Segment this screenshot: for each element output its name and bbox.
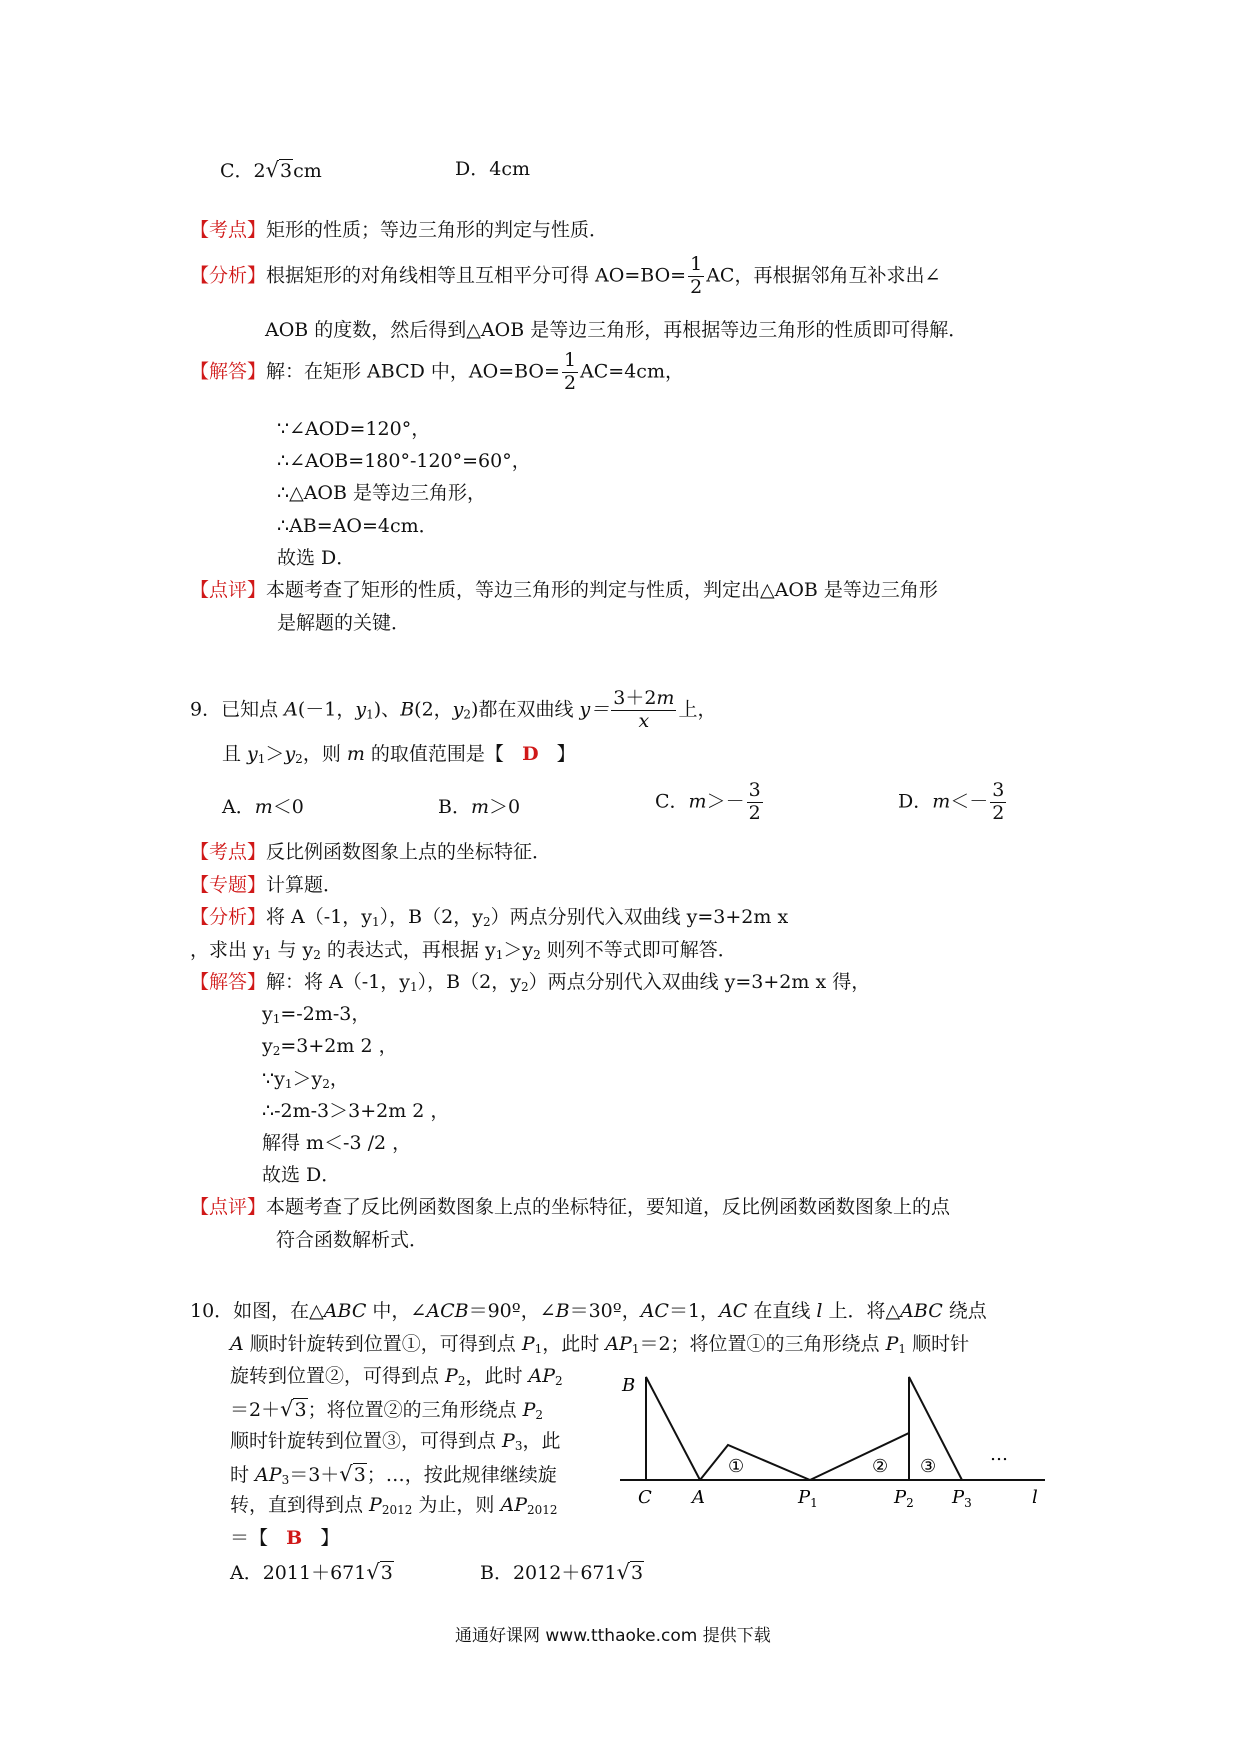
q9-step-6: 故选 D． [262,1164,341,1186]
q9-dianping-line2: 符合函数解析式． [276,1229,429,1251]
label-position-3: ③ [920,1456,937,1477]
q10-stem-line3: 旋转到位置②，可得到点 $P_2$，此时 $AP_2$ [230,1365,563,1388]
q10-answer: B [286,1527,303,1549]
label-p2: $P_2$ [894,1487,914,1510]
triangle-abc [646,1377,700,1480]
q10-stem-line7: 转，直到得到点 $P_{2012}$ 为止，则 $AP_{2012}$ [230,1494,558,1517]
q8-fenxi-line2: AOB 的度数，然后得到△AOB 是等边三角形，再根据等边三角形的性质即可得解． [265,319,968,341]
q10-stem-line6: 时 $AP_3=3+√3$；…，按此规律继续旋 [230,1462,557,1487]
q9-answer: D [522,743,539,765]
q10-stem-line1: 10．如图，在△ABC 中，∠ACB＝90º，∠B＝30º，AC＝1，AC 在直线 l 上．将△ABC 绕点 [190,1300,987,1322]
q9-zhuanti: 【专题】计算题． [190,874,343,896]
q8-step-2: ∴∠AOB=180°-120°=60°， [277,450,531,472]
q9-fenxi-line2: ，求出 $y_1$ 与 $y_2$ 的表达式，再根据 $y_1>y_2$ 则列不等式即可解答． [190,939,737,962]
fraction-hyperbola: $\frac{3+2m}{x}$ [613,687,675,732]
label-c: C [638,1487,652,1508]
fraction-half: $\frac{1}{2}$ [563,349,577,394]
label-a: A [692,1487,705,1508]
q8-jieda-line1: 【解答】解：在矩形 ABCD 中，AO=BO= $\frac{1}{2}$ AC=4cm， [190,349,684,394]
q8-option-c: C．2√3cm [220,158,322,182]
q9-step-3: $\because y_1>y_2$， [262,1068,349,1091]
q9-stem-line2: 且 $y_1>y_2$，则 m 的取值范围是【 D 】 [222,743,576,766]
q9-option-b: B．m＞0 [438,796,521,818]
label-p3: $P_3$ [952,1487,972,1510]
q9-kaodian: 【考点】反比例函数图象上点的坐标特征． [190,841,552,863]
q9-fenxi-line1: 【分析】将 A（-1，$y_1$），B（2，$y_2$）两点分别代入双曲线 y=3+2m x [190,906,789,929]
q10-stem-line8: ＝【 B 】 [230,1527,340,1549]
q9-step-4: ∴-2m-3＞3+2m 2 ， [262,1100,450,1122]
q9-option-d: D．m＜－ $\frac{3}{2}$ [898,779,1005,824]
q8-dianping-line2: 是解题的关键． [277,612,411,634]
q9-step-1: $y_1=-2m-3$， [262,1003,371,1026]
q8-step-1: ∵∠AOD=120°， [277,418,431,440]
q10-stem-line4: ＝2＋√3；将位置②的三角形绕点 $P_2$ [230,1397,544,1422]
q8-fenxi-line1: 【分析】根据矩形的对角线相等且互相平分可得 AO=BO= $\frac{1}{2}$ AC，再根据邻角互补求出∠ [190,253,941,298]
footer-text: 通通好课网 www.tthaoke.com 提供下载 [455,1626,771,1646]
label-position-1: ① [728,1456,745,1477]
q10-option-a: A．2011＋671√3 [230,1560,393,1584]
label-position-2: ② [872,1456,889,1477]
q8-step-5: 故选 D． [277,547,356,569]
label-p1: $P_1$ [798,1487,818,1510]
triangle-position-2 [810,1433,909,1480]
q9-step-5: 解得 m＜-3 /2 ， [262,1132,412,1154]
label-l: l [1032,1487,1038,1508]
q10-stem-line5: 顺时针旋转到位置③，可得到点 $P_3$，此 [230,1430,561,1453]
q10-stem-line2: A 顺时针旋转到位置①，可得到点 $P_1$，此时 $AP_1=2$；将位置①的三角形绕点 $P_1$ 顺时针 [230,1333,970,1356]
q10-rotation-figure [600,1355,1060,1515]
q10-option-b: B．2012＋671√3 [480,1560,644,1584]
fraction-half: $\frac{1}{2}$ [690,253,703,298]
q8-option-d: D．4cm [455,158,530,180]
q9-option-c: C．m＞－ $\frac{3}{2}$ [655,779,761,824]
label-ellipsis: … [990,1444,1008,1465]
q8-step-4: ∴AB=AO=4cm． [277,515,438,537]
q9-dianping-line1: 【点评】本题考查了反比例函数图象上点的坐标特征，要知道，反比例函数函数图象上的点 [190,1196,951,1218]
label-b: B [622,1375,636,1396]
q9-option-a: A．m＜0 [222,796,304,818]
q8-dianping-line1: 【点评】本题考查了矩形的性质，等边三角形的判定与性质，判定出△AOB 是等边三角形 [190,579,938,601]
q9-stem-line1: 9．已知点 A(－1，$y_1$)、B(2，$y_2$)都在双曲线 y＝ $\frac{3+2m}{x}$ 上， [190,687,717,732]
triangle-position-1 [700,1445,810,1480]
q9-step-2: $y_2=3+2m$ 2 ， [262,1035,398,1058]
q8-kaodian: 【考点】矩形的性质；等边三角形的判定与性质． [190,219,609,241]
q9-jieda-line1: 【解答】解：将 A（-1，$y_1$），B（2，$y_2$）两点分别代入双曲线 y=3+2m x 得， [190,971,871,994]
q8-step-3: ∴△AOB 是等边三角形， [277,482,487,504]
